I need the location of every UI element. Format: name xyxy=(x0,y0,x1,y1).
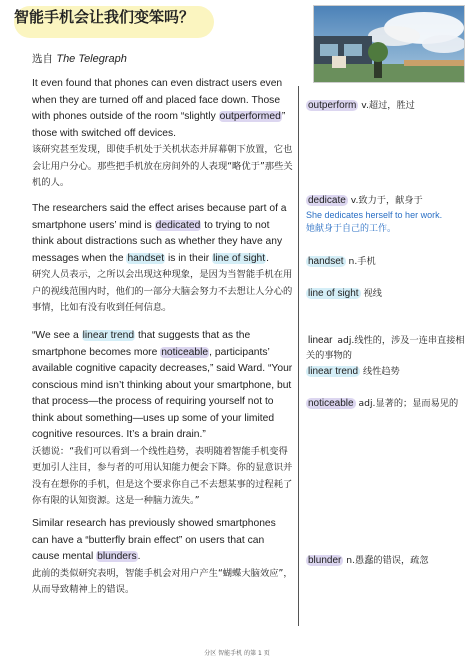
paragraph-en: “We see a linear trend that suggests that as the smartphone becomes more noticeable, participants’ available cognitive capacity decreases,” said Ward. “Your conscious mind isn’t thinking about your smartphone, but that process—the process of requiring yourself not to think about something—uses up some of your limited cognitive resources. It’s a brain drain.” xyxy=(32,330,293,440)
vocab-word: noticeable xyxy=(308,398,354,409)
vocab-definition: v.超过，胜过 xyxy=(361,100,415,111)
paragraph-en: The researchers said the effect arises because part of a smartphone users’ mind is dedicated to trying to not think about distractions such as whether they have any messages when the handset is in their line of sight. xyxy=(32,203,287,264)
vocab-word: linear xyxy=(308,335,333,346)
paragraph-zh: 研究人员表示，之所以会出现这种现象，是因为当智能手机在用户的视线范围内时，他们的一部分大脑会努力不去想让人分心的事情，比如有没有收到任何信息。 xyxy=(32,269,293,313)
vocab-definition: n.手机 xyxy=(348,256,376,267)
vocab-example-zh: 她献身于自己的工作。 xyxy=(306,224,397,234)
highlight-linear-trend: linear trend xyxy=(82,330,135,341)
highlight-dedicated: dedicated xyxy=(155,219,201,231)
vocab-word: linear trend xyxy=(308,366,359,377)
vocab-note-line-of-sight xyxy=(306,286,466,301)
paragraph-en: It even found that phones can even distract users even when they are turned off and placed face down. Those with phones outside of the room “slightly outperformed” those with switched off devices. xyxy=(32,78,286,139)
vocab-definition: 视线 xyxy=(363,288,382,299)
vocab-note-noticeable xyxy=(306,396,466,411)
vocab-word: outperform xyxy=(308,100,357,111)
vocab-definition: adj.显著的；显而易见的 xyxy=(358,398,459,409)
paragraph-en: Similar research has previously showed smartphones can have a “butterfly brain effect” on users that can cause mental blunders. xyxy=(32,518,276,562)
vocab-definition: 线性趋势 xyxy=(362,366,400,377)
paragraph-2 xyxy=(32,201,294,317)
vocab-note-blunder xyxy=(306,553,466,568)
vocab-word: handset xyxy=(308,256,344,267)
divider-line xyxy=(298,86,299,626)
page-footer: 分区 智能手机 的第 1 页 xyxy=(204,650,270,657)
source-prefix: 选自 xyxy=(32,53,53,65)
paragraph-3 xyxy=(32,328,294,510)
paragraph-zh: 此前的类似研究表明，智能手机会对用户产生“蝴蝶大脑效应”，从而导致精神上的错误。 xyxy=(32,567,293,595)
paragraph-1 xyxy=(32,76,294,192)
vocab-note-linear xyxy=(306,333,466,363)
page-title: 智能手机会让我们变笨吗？ xyxy=(14,8,195,26)
vocab-word: line of sight xyxy=(308,288,359,299)
highlight-line-of-sight: line of sight xyxy=(213,252,266,264)
paragraph-4 xyxy=(32,516,294,599)
illustration-image xyxy=(313,5,465,83)
vocab-definition: v.致力于，献身于 xyxy=(350,195,423,206)
vocab-definition: adj.线性的，涉及一连串直接相关的事物的 xyxy=(306,335,465,361)
vocab-note-handset xyxy=(306,254,466,269)
vocab-note-dedicate xyxy=(306,193,466,236)
vocab-note-linear-trend xyxy=(306,364,466,379)
paragraph-zh: 该研究甚至发现，即使手机处于关机状态并屏幕朝下放置，它也会让用户分心。那些把手机放在房间外的人表现“略优于”那些关机的人。 xyxy=(32,144,293,188)
vocab-note-outperform xyxy=(306,98,466,113)
vocab-definition: n.愚蠢的错误，疏忽 xyxy=(346,555,429,566)
highlight-outperformed: outperformed xyxy=(219,111,281,122)
highlight-noticeable: noticeable xyxy=(161,346,209,358)
vocab-word: dedicate xyxy=(308,195,346,206)
vocab-word: blunder xyxy=(308,555,342,566)
vocab-example-en: She dedicates herself to her work. xyxy=(306,210,443,220)
source-line xyxy=(32,51,127,66)
highlight-handset: handset xyxy=(127,252,165,264)
source-name: The Telegraph xyxy=(56,53,127,65)
highlight-blunders: blunders xyxy=(97,551,137,562)
paragraph-zh: 沃德说：“我们可以看到一个线性趋势，表明随着智能手机变得更加引人注目，参与者的可用认知能力便会下降。你的显意识并没有在想你的手机，但是这个要求你自己不去想某事的过程耗了你有限的认知资源。这是一种脑力流失。” xyxy=(32,445,293,506)
